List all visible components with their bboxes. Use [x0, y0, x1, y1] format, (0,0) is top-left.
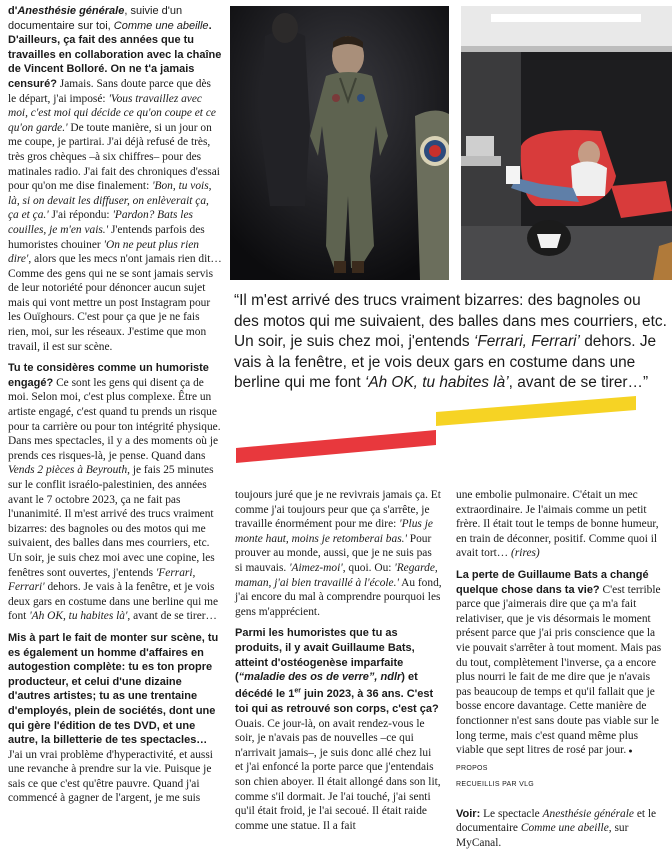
paragraph-embolie: une embolie pulmonaire. C'était un mec extraordinaire. Je l'aimais comme un petit frère. Il était tout le temps de bonne humeur, en train de déconner, positif. Comme quoi il avait tort… (rires): [456, 489, 659, 560]
pull-quote: “Il m'est arrivé des trucs vraiment bizarres: des bagnoles ou des motos qui me suivaient, des balles dans mes courriers, etc. Un soir, je suis chez moi, j'entends ‘Ferrari, Ferrari’ dehors. Je vais à la fenêtre, et je vois deux gars en costume dans une berline qui me font ‘Ah OK, tu habites là’, avant de se tirer…”: [234, 292, 667, 391]
question-text: Mis à part le fait de monter sur scène, tu es également un homme d'affaires en autogestion complète: tu es ton propre producteur, et celui d'une dizaine d'autres artistes; tu as une trentaine d'employés, plein de sociétés, dont une qui gère l'édition de tes DVD, et une autre, la billetterie de tes spectacles…: [8, 631, 219, 747]
question-text: Parmi les humoristes que tu as produits, il y avait Guillaume Bats, atteint d'ostéogenèse imparfaite (“maladie des os de verre”, ndlr) et décédé le 1er juin 2023, à 36 ans. C'est toi qui as retrouvé son corps, c'est ça?: [235, 627, 439, 715]
question-text: La perte de Guillaume Bats a changé quelque chose dans ta vie?: [456, 568, 649, 596]
question-text: Tu te considères comme un humoriste engagé?: [8, 362, 209, 389]
end-mark: ● PROPOS: [456, 748, 633, 772]
article-column-1: [8, 4, 222, 806]
paragraph-voir: Voir: Le spectacle Anesthésie générale et le documentaire Comme une abeille, sur MyCanal.: [456, 807, 657, 850]
paragraph-fear: toujours juré que je ne revivrais jamais ça. Et comme j'ai toujours peur que ça s'arrête, je travaille énormément pour me dire: 'Plus je monte haut, moins je retomberai bas.' Pour prouver au monde, aussi, que je ne suis pas si mauvais. 'Aimez-moi', quoi. Ou: 'Regarde, maman, j'ai bien travaillé à l'école.' Au fond, j'ai encore du mal à comprendre pourquoi les gens m'apprécient.: [235, 489, 442, 618]
article-column-3: [456, 488, 664, 851]
photo-illustration: [461, 6, 672, 280]
paragraph-loss: La perte de Guillaume Bats a changé quelque chose dans ta vie? C'est terrible parce que j'aimerais dire que ça m'a fait relativiser, que je vis désormais le moment présent parce que j'ai pris conscience que la vie pouvait s'arrêter à tout moment. Mais pas du tout, complètement l'inverse, ça a encore plus nourri le fait de me dire que je n'avais pas beaucoup de temps et qu'il fallait que je bosse encore davantage. Cette manière de fonctionner n'est sans doute pas viable sur le long terme, mais c'est quand même plus viable que sept litres de rosé par jour. ● PROPOS RECUEILLIS PAR VLG: [456, 568, 662, 789]
paragraph-business: Mis à part le fait de monter sur scène, tu es également un homme d'affaires en autogestion complète: tu es ton propre producteur, et celui d'une dizaine d'autres artistes; tu as une trentaine d'employés, plein de sociétés, dont une qui gère l'édition de tes DVD, et une autre, la billetterie de tes spectacles… J'ai un vrai problème d'hyperactivité, et aussi une revanche à prendre sur la vie. Puisque je sais ce que c'est qu'être pauvre. Quand j'ai commencé à gagner de l'argent, je me suis: [8, 631, 219, 805]
paragraph-guillaume: Parmi les humoristes que tu as produits, il y avait Guillaume Bats, atteint d'ostéogenèse imparfaite (“maladie des os de verre”, ndlr) et décédé le 1er juin 2023, à 36 ans. C'est toi qui as retrouvé son corps, c'est ça? Ouais. Ce jour-là, on avait rendez-vous le soir, je n'avais pas de nouvelles –ce qui n'arrivait jamais–, je suis donc allé chez lui et j'ai enfoncé la porte parce que j'entendais son chien aboyer. Il était allongé dans son lit, comme s'il dormait. Je l'ai touché, j'ai senti qu'il était froid, je l'ai secoué. Il était raide comme une statue. Il a fait: [235, 627, 441, 832]
photo-backstage-chair: [461, 6, 672, 280]
photo-illustration: [230, 6, 449, 280]
yellow-stripe: [436, 396, 636, 426]
author-credit: RECUEILLIS PAR VLG: [456, 781, 535, 789]
paragraph-engage: Tu te considères comme un humoriste engagé? Ce sont les gens qui disent ça de moi. Selon moi, c'est plus complexe. Être un artiste engagé, c'est quand tu prends un risque pour ta carrière ou pour ton intégrité physique. Dans mes spectacles, il y a des moments où je prends ces risques-là, je pense. Quand dans Vends 2 pièces à Beyrouth, je fais 25 minutes sur le conflit israélo-palestinien, des années avant le 7 octobre 2023, ça ne fait pas l'unanimité. Il m'est arrivé des trucs vraiment bizarres: des bagnoles ou des motos qui me suivaient, des balles dans mes courriers, etc. Un soir, je suis chez moi avec une copine, les fenêtres sont ouvertes, j'entends 'Ferrari, Ferrari' dehors. Je vais à la fenêtre, et je vois deux gars en costume dans une berline qui me font 'Ah OK, tu habites là', avant de se tirer…: [8, 362, 221, 623]
photo-portrait-flight-suit: [230, 6, 449, 280]
question-text: d'Anesthésie générale, suivie d'un documentaire sur toi, Comme une abeille. D'ailleurs, ça fait des années que tu travailles en collaboration avec la chaîne de Vincent Bolloré. On ne t'a jamais censuré?: [8, 5, 222, 90]
red-stripe: [236, 430, 436, 463]
article-column-2: [235, 488, 442, 833]
paragraph-intro: d'Anesthésie générale, suivie d'un documentaire sur toi, Comme une abeille. D'ailleurs, ça fait des années que tu travailles en collaboration avec la chaîne de Vincent Bolloré. On ne t'a jamais censuré? Jamais. Sans doute parce que dès le départ, j'ai imposé: 'Vous travaillez avec moi, c'est moi qui décide ce qu'on coupe et ce qu'on garde.' De toute manière, si un jour on me coupe, je partirai. J'ai déjà refusé de très, très gros chèques –à six chiffres– pour des matinales radio. J'ai fait des chroniques d'essai pour qu'on me dise finalement: 'Bon, tu vois, là, si on devait les diffuser, on enlèverait ça, ça et ça.' J'ai répondu: 'Pardon? Bats les couilles, je m'en vais.' J'entends parfois des humoristes chouiner 'On ne peut plus rien dire', alors que les mecs n'ont jamais rien dit… Comme des gens qui ne se sont jamais servis de leur notoriété pour dénoncer aucun sujet mais qui vont mettre un post Instagram pour les Ouïghours. C'est pour ça que je ne fais rien, moi, sur les réseaux. J'estime que mon travail, il est sur scène.: [8, 5, 222, 353]
